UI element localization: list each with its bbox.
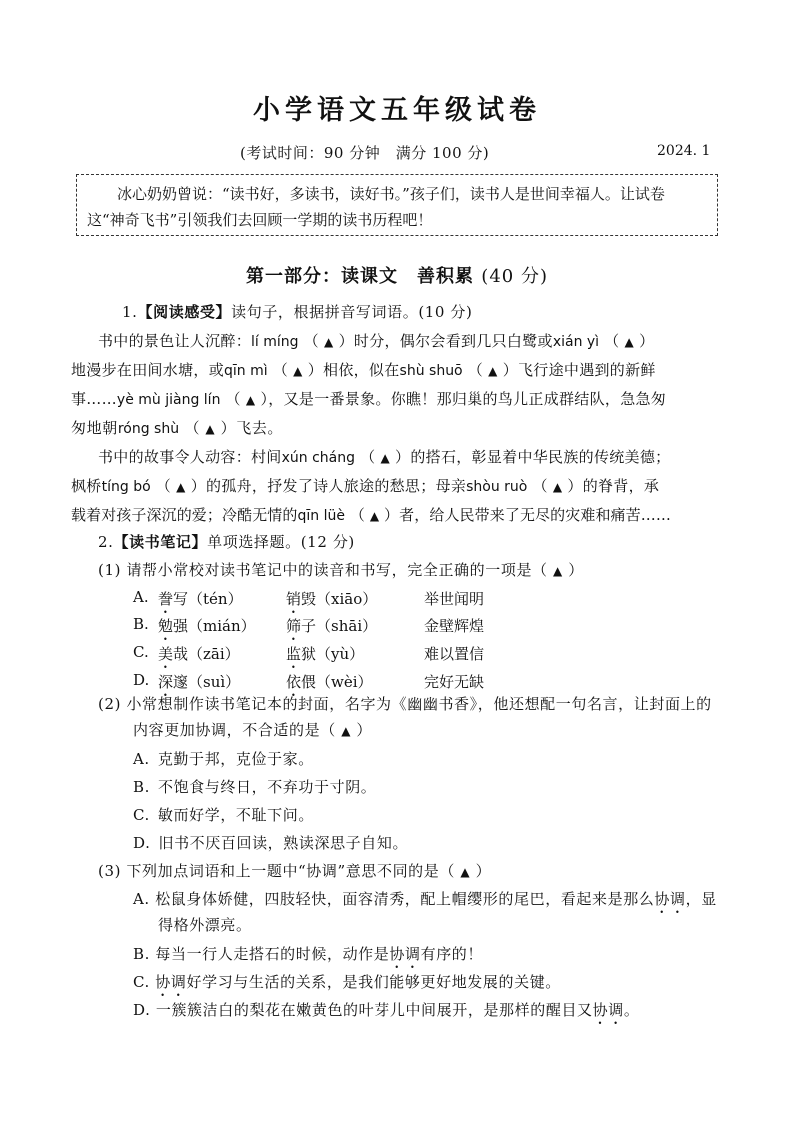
answer-blank[interactable]: （ ▲ ）: [532, 477, 583, 495]
triangle-icon: ▲: [552, 480, 563, 494]
pinyin: qīn lüè: [297, 508, 345, 524]
option-label: D.: [133, 834, 151, 852]
triangle-icon: ▲: [624, 335, 635, 349]
triangle-icon: ▲: [324, 335, 334, 349]
option-label: B.: [133, 945, 150, 963]
answer-blank[interactable]: （ ▲ ）: [467, 361, 518, 379]
section-1-title: [0, 262, 794, 288]
text: 的脊背，承: [582, 477, 660, 495]
q2-3-option-d[interactable]: [133, 1000, 639, 1028]
answer-blank[interactable]: （ ▲ ）: [604, 332, 655, 350]
answer-blank[interactable]: （ ▲ ）: [184, 419, 237, 437]
answer-blank[interactable]: （ ▲ ）: [155, 477, 207, 495]
triangle-icon: ▲: [341, 724, 352, 738]
exam-title: 小学语文五年级试卷: [253, 95, 541, 126]
text: ，显: [685, 890, 717, 908]
sub-number: (3): [98, 862, 122, 880]
q1-p2-line2: [71, 476, 659, 497]
q1-prompt: 读句子，根据拼音写词语。(10 分): [231, 303, 473, 321]
dotted-char: 誊: [158, 590, 174, 608]
word-pinyin: 邃（suì）: [173, 673, 241, 691]
option-label: B.: [133, 615, 149, 633]
option-label: A.: [133, 750, 150, 768]
text: 地漫步在田间水塘，或: [71, 361, 225, 379]
option-cell: [424, 643, 484, 664]
text: 每当一行人走搭石的时候，动作是: [155, 945, 390, 963]
option-text: 不饱食与终日，不弃功于寸阴。: [158, 778, 377, 796]
q1-p1-line3: [71, 389, 666, 410]
answer-blank[interactable]: ▲ ）: [341, 721, 372, 739]
q2-header: [98, 532, 355, 552]
answer-blank[interactable]: （ ▲ ）: [272, 361, 324, 379]
q2-2-option-a[interactable]: [133, 749, 314, 769]
pinyin: róng shù: [117, 421, 180, 437]
text: 一簇簇洁白的梨花在嫩黄色的叶芽儿中间展开，是那样的醒目又: [155, 1001, 593, 1019]
word-pinyin: 写（tén）: [173, 590, 243, 608]
q2-number: 2.: [98, 533, 114, 551]
option-text: 旧书不厌百回读，熟读深思子自知。: [158, 834, 409, 852]
q1-p1-line1: [98, 331, 654, 352]
answer-blank[interactable]: （ ▲ ）: [349, 506, 400, 524]
dotted-word: 协调: [155, 973, 187, 991]
text: 松鼠身体娇健，四肢轻快，面容清秀，配上帽缨形的尾巴，看起来是那么: [155, 890, 655, 908]
pinyin: xún cháng: [281, 450, 355, 466]
dotted-word: 协调: [654, 890, 686, 908]
q1-p1-line2: [71, 360, 656, 381]
option-cell: [424, 671, 484, 692]
option-cell: [133, 588, 149, 606]
text: 得格外漂亮。: [158, 916, 252, 934]
option-cell: [158, 615, 256, 644]
text: 好学习与生活的关系，是我们能够更好地发展的关键。: [186, 973, 561, 991]
word-pinyin: 狱（yù）: [301, 645, 365, 663]
q1-p2-line3: [71, 505, 671, 526]
exam-subtitle: (考试时间：90 分钟 满分 100 分): [240, 144, 490, 162]
text: 的孤舟，抒发了诗人旅途的愁思；母亲: [206, 477, 467, 495]
text: 者，给人民带来了无尽的灾难和痛苦……: [399, 506, 671, 524]
option-cell: [133, 643, 149, 661]
pinyin: xián yì: [552, 334, 600, 350]
q2-3-stem: [98, 861, 491, 882]
option-cell: [158, 588, 243, 617]
triangle-icon: ▲: [369, 509, 380, 523]
word-pinyin: 偎（wèi）: [301, 673, 373, 691]
pinyin: qīn mì: [224, 363, 268, 379]
pinyin: shòu ruò: [466, 479, 528, 495]
q2-2-option-d[interactable]: [133, 833, 408, 853]
answer-blank[interactable]: （ ▲ ）: [360, 448, 411, 466]
q2-3-option-a-line2: [158, 915, 252, 935]
text: 匆地朝: [71, 419, 118, 437]
option-cell: [286, 588, 377, 617]
option-cell: [158, 671, 240, 700]
q2-2-option-c[interactable]: [133, 805, 314, 825]
text: 下列加点词语和上一题中“协调”意思不同的是（: [126, 862, 455, 880]
text: ，又是一番景象。你瞧！那归巢的鸟儿正成群结队，急急匆: [268, 390, 667, 408]
text: 枫桥: [71, 477, 102, 495]
dotted-char: 美: [158, 645, 174, 663]
text: 时分，偶尔会看到几只白鹭或: [353, 332, 553, 350]
q2-2-stem-2: [133, 720, 372, 741]
text: 相依，似在: [323, 361, 400, 379]
q2-3-option-a-line1[interactable]: [133, 889, 717, 917]
q1-number: 1.: [122, 303, 138, 321]
q1-header: [122, 302, 473, 322]
triangle-icon: ▲: [553, 564, 563, 578]
text: 载着对孩子深沉的爱；冷酷无情的: [71, 506, 298, 524]
dotted-word: 协调: [592, 1001, 624, 1019]
idiom: 难以置信: [424, 645, 485, 663]
text: 书中的故事令人动容：村间: [98, 448, 282, 466]
idiom: 举世闻明: [424, 590, 485, 608]
text: 有序的！: [420, 945, 483, 963]
triangle-icon: ▲: [205, 422, 216, 436]
option-cell: [133, 615, 149, 633]
option-cell: [286, 643, 364, 672]
text: 飞去。: [236, 419, 284, 437]
text: 请帮小常校对读书笔记中的读音和书写，完全正确的一项是（: [126, 561, 548, 579]
option-cell: [158, 643, 240, 672]
option-label: B.: [133, 778, 150, 796]
option-label: C.: [133, 643, 149, 661]
idiom: 金壁辉煌: [424, 617, 485, 635]
option-cell: [286, 671, 373, 700]
pinyin: yè mù jiàng lín: [116, 392, 221, 408]
text: 事……: [71, 390, 117, 408]
dotted-char: 勉: [158, 617, 174, 635]
option-label: D.: [133, 1001, 151, 1019]
option-label: C.: [133, 806, 150, 824]
triangle-icon: ▲: [176, 480, 186, 494]
triangle-icon: ▲: [460, 865, 471, 879]
option-label: A.: [133, 588, 149, 606]
word-pinyin: 子（shāi）: [301, 617, 378, 635]
q2-tag: 【读书笔记】: [113, 533, 208, 551]
answer-blank[interactable]: ▲ ）: [553, 561, 584, 579]
triangle-icon: ▲: [488, 364, 498, 378]
option-label: C.: [133, 973, 150, 991]
dotted-char: 销: [286, 590, 302, 608]
q2-1-stem: [98, 560, 584, 581]
word-pinyin: 哉（zāi）: [173, 645, 240, 663]
pinyin: shù shuō: [399, 363, 463, 379]
dotted-char: 依: [286, 673, 302, 691]
option-cell: [424, 615, 484, 636]
option-label: D.: [133, 671, 150, 689]
q1-tag: 【阅读感受】: [137, 303, 232, 321]
section-1-score: (40 分): [481, 266, 548, 287]
text: 内容更加协调，不合适的是（: [133, 721, 336, 739]
answer-blank[interactable]: ▲ ）: [460, 862, 492, 880]
option-cell: [286, 615, 377, 644]
text: 小常想制作读书笔记本的封面，名字为《幽幽书香》，他还想配一句名言，让封面上的: [126, 695, 712, 713]
sub-number: (1): [98, 561, 122, 579]
exam-date: 2024. 1: [657, 143, 711, 159]
text: 书中的景色让人沉醉：: [98, 332, 252, 350]
dotted-char: 筛: [286, 617, 302, 635]
text: 飞行途中遇到的新鲜: [518, 361, 656, 379]
q1-p1-line4: [71, 418, 283, 439]
answer-blank[interactable]: （ ▲ ）: [225, 390, 269, 408]
word-pinyin: 毁（xiāo）: [301, 590, 378, 608]
dotted-word: 协调: [389, 945, 421, 963]
section-1-heading: 第一部分：读课文 善积累: [246, 266, 475, 287]
text: 的搭石，彰显着中华民族的传统美德；: [410, 448, 671, 466]
option-text: 敏而好学，不耻下问。: [157, 806, 314, 824]
triangle-icon: ▲: [245, 393, 256, 407]
option-cell: [133, 671, 149, 689]
sub-number: (2): [98, 695, 122, 713]
intro-box: [76, 174, 718, 236]
text: 。: [623, 1001, 640, 1019]
pinyin: tíng bó: [101, 479, 151, 495]
option-cell: [424, 588, 484, 609]
answer-blank[interactable]: （ ▲ ）: [303, 332, 354, 350]
q2-3-option-b[interactable]: [133, 944, 483, 972]
pinyin: lí míng: [251, 334, 299, 350]
option-text: 克勤于邦，克俭于家。: [157, 750, 314, 768]
option-label: A.: [133, 890, 150, 908]
q2-2-option-b[interactable]: [133, 777, 376, 797]
word-pinyin: 强（mián）: [173, 617, 256, 635]
triangle-icon: ▲: [380, 451, 390, 465]
triangle-icon: ▲: [293, 364, 303, 378]
q2-prompt: 单项选择题。(12 分): [207, 533, 355, 551]
idiom: 完好无缺: [424, 673, 485, 691]
q2-3-option-c[interactable]: [133, 972, 561, 1000]
q1-p2-line1: [98, 447, 670, 468]
intro-line-2: 这“神奇飞书”引领我们去回顾一学期的读书历程吧！: [87, 211, 433, 229]
dotted-char: 监: [286, 645, 302, 663]
dotted-char: 深: [158, 673, 174, 691]
intro-line-1: 冰心奶奶曾说：“读书好，多读书，读好书。”孩子们，读书人是世间幸福人。让试卷: [117, 185, 665, 203]
